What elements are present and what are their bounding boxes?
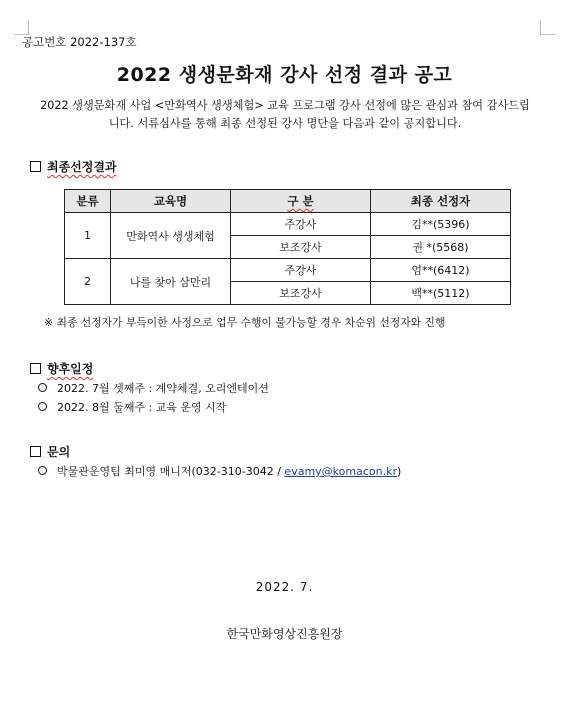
section-heading-results [30, 158, 117, 175]
email-link[interactable]: evamy@komacon.kr [284, 465, 397, 478]
header-program: 교육명 [111, 190, 231, 213]
list-item [38, 399, 226, 415]
role-cell: 보조강사 [231, 236, 371, 259]
role-cell: 주강사 [231, 213, 371, 236]
page-title: 2022 생생문화재 강사 선정 결과 공고 [116, 64, 453, 86]
category-cell: 1 [65, 213, 111, 259]
schedule-item-text: 2022. 8월 둘째주 : 교육 운영 시작 [57, 401, 227, 414]
list-item [38, 463, 401, 479]
crop-mark-top-left [14, 20, 29, 35]
header-final-selection: 최종 선정자 [371, 190, 511, 213]
bullet-circle-icon [38, 383, 47, 392]
issuing-organization: 한국만화영상진흥원장 [226, 627, 343, 641]
selectee-cell: 엄**(6412) [371, 259, 511, 282]
contact-text: 박물관운영팀 최미영 매니저(032-310-3042 / [57, 465, 285, 478]
intro-paragraph: 2022 생생문화재 사업 <만화역사 생생체험> 교육 프로그램 강사 선정에 많은 관심과 참여 감사드립니다. 서류심사를 통해 최종 선정된 강사 명단을 다음과 같이 공지합니다. [40, 99, 530, 130]
bullet-circle-icon [38, 402, 47, 411]
schedule-item-text: 2022. 7월 셋째주 : 계약체결, 오리엔테이션 [57, 382, 269, 395]
section-heading-label: 최종선정결과 [47, 160, 117, 174]
list-item [38, 380, 269, 396]
table-header-row [65, 190, 511, 213]
selectee-cell: 백**(5112) [371, 282, 511, 305]
section-heading-inquiry [30, 443, 70, 460]
program-cell: 만화역사 생생체험 [111, 213, 231, 259]
header-division [231, 190, 371, 213]
bullet-circle-icon [38, 466, 47, 475]
section-heading-schedule [30, 360, 93, 377]
selection-note: ※ 최종 선정자가 부득이한 사정으로 업무 수행이 불가능할 경우 차순위 선정자와 진행 [44, 316, 446, 329]
selectee-cell: 김**(5396) [371, 213, 511, 236]
section-heading-label: 향후일정 [47, 362, 94, 376]
document-number: 공고번호 2022-137호 [22, 35, 137, 49]
announcement-date: 2022. 7. [255, 580, 314, 594]
checkbox-square-icon [30, 363, 41, 374]
section-heading-label: 문의 [47, 445, 71, 459]
program-cell: 나를 찾아 삼만리 [111, 259, 231, 305]
contact-text-end: ) [396, 465, 402, 478]
header-category: 분류 [65, 190, 111, 213]
table-row [65, 213, 511, 236]
table-row [65, 259, 511, 282]
role-cell: 주강사 [231, 259, 371, 282]
results-table [64, 189, 511, 305]
checkbox-square-icon [30, 446, 41, 457]
role-cell: 보조강사 [231, 282, 371, 305]
checkbox-square-icon [30, 161, 41, 172]
selectee-cell: 권 *(5568) [371, 236, 511, 259]
crop-mark-top-right [540, 20, 555, 35]
header-division-label: 구 분 [287, 194, 314, 208]
category-cell: 2 [65, 259, 111, 305]
